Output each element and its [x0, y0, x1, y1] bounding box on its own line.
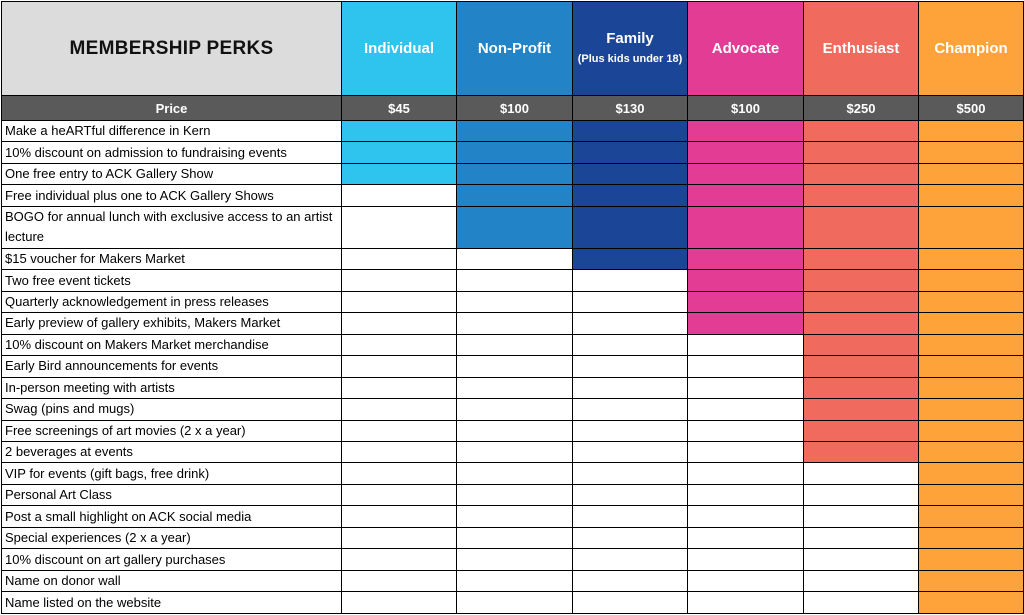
table-row — [2, 356, 1024, 377]
perk-empty-cell — [688, 442, 804, 463]
perk-empty-cell — [342, 206, 457, 248]
perk-included-cell — [919, 270, 1024, 291]
perk-included-cell — [804, 420, 919, 441]
perk-included-cell — [342, 163, 457, 184]
perk-included-cell — [342, 142, 457, 163]
membership-perks-table — [1, 1, 1024, 614]
table-row — [2, 484, 1024, 505]
perk-label: 10% discount on Makers Market merchandise — [2, 334, 342, 355]
perk-label: Early Bird announcements for events — [2, 356, 342, 377]
perk-included-cell — [804, 121, 919, 142]
perk-empty-cell — [688, 592, 804, 614]
perk-empty-cell — [804, 549, 919, 570]
perk-empty-cell — [342, 484, 457, 505]
perk-empty-cell — [342, 506, 457, 527]
perk-included-cell — [688, 163, 804, 184]
table-row — [2, 527, 1024, 548]
perk-included-cell — [919, 185, 1024, 206]
table-row — [2, 506, 1024, 527]
price-enthusiast: $250 — [804, 96, 919, 121]
perk-included-cell — [342, 121, 457, 142]
perk-empty-cell — [457, 248, 573, 269]
perk-rows — [2, 121, 1024, 614]
perk-empty-cell — [688, 484, 804, 505]
perk-included-cell — [804, 248, 919, 269]
perk-included-cell — [804, 291, 919, 312]
tier-name: Family — [606, 30, 654, 47]
perk-included-cell — [919, 206, 1024, 248]
perk-included-cell — [688, 185, 804, 206]
table-row — [2, 248, 1024, 269]
perk-empty-cell — [457, 420, 573, 441]
perk-included-cell — [804, 185, 919, 206]
perk-empty-cell — [688, 399, 804, 420]
perk-included-cell — [688, 248, 804, 269]
perk-label: Swag (pins and mugs) — [2, 399, 342, 420]
perk-included-cell — [804, 442, 919, 463]
perk-included-cell — [919, 592, 1024, 614]
perk-empty-cell — [342, 291, 457, 312]
perk-included-cell — [804, 163, 919, 184]
perk-included-cell — [573, 142, 688, 163]
perk-label: VIP for events (gift bags, free drink) — [2, 463, 342, 484]
perk-included-cell — [919, 121, 1024, 142]
perk-included-cell — [688, 291, 804, 312]
tier-header-non-profit — [457, 2, 573, 96]
perk-included-cell — [919, 527, 1024, 548]
perk-empty-cell — [342, 527, 457, 548]
perk-empty-cell — [573, 570, 688, 591]
perk-included-cell — [804, 356, 919, 377]
perk-included-cell — [804, 270, 919, 291]
perk-label: Special experiences (2 x a year) — [2, 527, 342, 548]
perk-included-cell — [919, 442, 1024, 463]
perk-empty-cell — [573, 442, 688, 463]
perk-empty-cell — [573, 356, 688, 377]
perk-included-cell — [573, 185, 688, 206]
perk-empty-cell — [457, 592, 573, 614]
perk-empty-cell — [573, 506, 688, 527]
table-row — [2, 377, 1024, 398]
table-title: MEMBERSHIP PERKS — [2, 2, 342, 96]
perk-included-cell — [919, 356, 1024, 377]
perk-empty-cell — [688, 377, 804, 398]
perk-empty-cell — [342, 185, 457, 206]
perk-included-cell — [573, 163, 688, 184]
perk-empty-cell — [457, 506, 573, 527]
tier-name: Individual — [363, 39, 434, 57]
table-row — [2, 334, 1024, 355]
perk-label: One free entry to ACK Gallery Show — [2, 163, 342, 184]
perk-empty-cell — [573, 420, 688, 441]
table-row — [2, 570, 1024, 591]
perk-included-cell — [688, 270, 804, 291]
price-family: $130 — [573, 96, 688, 121]
tier-header-advocate — [688, 2, 804, 96]
perk-label: 2 beverages at events — [2, 442, 342, 463]
perk-empty-cell — [573, 463, 688, 484]
perk-empty-cell — [688, 420, 804, 441]
perk-empty-cell — [457, 570, 573, 591]
perk-empty-cell — [342, 463, 457, 484]
table-row — [2, 420, 1024, 441]
perk-included-cell — [573, 206, 688, 248]
perk-empty-cell — [573, 313, 688, 334]
perk-included-cell — [457, 185, 573, 206]
perk-empty-cell — [342, 334, 457, 355]
perk-label: Name on donor wall — [2, 570, 342, 591]
table-row — [2, 549, 1024, 570]
perk-included-cell — [919, 313, 1024, 334]
perk-empty-cell — [457, 549, 573, 570]
perk-included-cell — [919, 377, 1024, 398]
table-row — [2, 121, 1024, 142]
perk-empty-cell — [457, 527, 573, 548]
perk-empty-cell — [573, 334, 688, 355]
perk-empty-cell — [804, 570, 919, 591]
perk-empty-cell — [804, 506, 919, 527]
table-row — [2, 442, 1024, 463]
perk-label: Early preview of gallery exhibits, Makers Market — [2, 313, 342, 334]
perk-empty-cell — [688, 463, 804, 484]
perk-empty-cell — [457, 334, 573, 355]
price-row — [2, 96, 1024, 121]
price-label: Price — [2, 96, 342, 121]
perk-included-cell — [804, 334, 919, 355]
tier-header-champion — [919, 2, 1024, 96]
perk-included-cell — [688, 121, 804, 142]
perk-label: In-person meeting with artists — [2, 377, 342, 398]
perk-empty-cell — [457, 377, 573, 398]
table-row — [2, 185, 1024, 206]
perk-label: Name listed on the website — [2, 592, 342, 614]
perk-empty-cell — [804, 463, 919, 484]
perk-empty-cell — [342, 570, 457, 591]
table-row — [2, 270, 1024, 291]
perk-empty-cell — [342, 248, 457, 269]
tier-name: Advocate — [711, 39, 780, 57]
perk-label: Free screenings of art movies (2 x a year) — [2, 420, 342, 441]
perk-empty-cell — [688, 334, 804, 355]
perk-included-cell — [804, 313, 919, 334]
perk-label: Free individual plus one to ACK Gallery Shows — [2, 185, 342, 206]
perk-empty-cell — [688, 356, 804, 377]
tier-name: Champion — [934, 39, 1008, 57]
table-row — [2, 142, 1024, 163]
perk-empty-cell — [342, 399, 457, 420]
perk-empty-cell — [342, 420, 457, 441]
tier-header-individual — [342, 2, 457, 96]
perk-label: Quarterly acknowledgement in press releases — [2, 291, 342, 312]
perk-empty-cell — [573, 527, 688, 548]
perk-empty-cell — [573, 484, 688, 505]
perk-empty-cell — [573, 592, 688, 614]
perk-empty-cell — [342, 313, 457, 334]
perk-empty-cell — [688, 506, 804, 527]
perk-label: 10% discount on art gallery purchases — [2, 549, 342, 570]
perk-included-cell — [573, 121, 688, 142]
perk-included-cell — [919, 291, 1024, 312]
perk-empty-cell — [342, 377, 457, 398]
perk-empty-cell — [573, 377, 688, 398]
perk-empty-cell — [457, 463, 573, 484]
perk-label: BOGO for annual lunch with exclusive access to an artist lecture — [2, 206, 342, 248]
perk-included-cell — [804, 399, 919, 420]
perk-included-cell — [457, 121, 573, 142]
table-row — [2, 592, 1024, 614]
perk-included-cell — [919, 248, 1024, 269]
table-row — [2, 313, 1024, 334]
perk-included-cell — [804, 377, 919, 398]
perk-label: Make a heARTful difference in Kern — [2, 121, 342, 142]
perk-empty-cell — [573, 399, 688, 420]
tier-header-enthusiast — [804, 2, 919, 96]
header-row — [2, 2, 1024, 96]
price-non-profit: $100 — [457, 96, 573, 121]
perk-included-cell — [919, 420, 1024, 441]
perk-empty-cell — [457, 313, 573, 334]
perk-empty-cell — [573, 549, 688, 570]
perk-included-cell — [919, 484, 1024, 505]
perk-included-cell — [919, 399, 1024, 420]
perk-empty-cell — [342, 592, 457, 614]
perk-empty-cell — [688, 549, 804, 570]
perk-empty-cell — [457, 484, 573, 505]
perk-included-cell — [688, 206, 804, 248]
perk-empty-cell — [688, 527, 804, 548]
perk-empty-cell — [573, 270, 688, 291]
perk-empty-cell — [457, 270, 573, 291]
perk-empty-cell — [688, 570, 804, 591]
perk-included-cell — [919, 506, 1024, 527]
perk-empty-cell — [457, 291, 573, 312]
perk-included-cell — [804, 206, 919, 248]
perk-label: 10% discount on admission to fundraising events — [2, 142, 342, 163]
perk-empty-cell — [804, 484, 919, 505]
perk-included-cell — [457, 163, 573, 184]
perk-included-cell — [919, 549, 1024, 570]
perk-empty-cell — [457, 442, 573, 463]
price-advocate: $100 — [688, 96, 804, 121]
tier-name: Non-Profit — [477, 39, 552, 57]
perk-empty-cell — [804, 527, 919, 548]
perk-included-cell — [804, 142, 919, 163]
perk-empty-cell — [342, 270, 457, 291]
perk-label: Personal Art Class — [2, 484, 342, 505]
perk-included-cell — [573, 248, 688, 269]
perk-included-cell — [919, 142, 1024, 163]
perk-included-cell — [919, 570, 1024, 591]
tier-header-family — [573, 2, 688, 96]
table-row — [2, 291, 1024, 312]
perk-included-cell — [457, 206, 573, 248]
table-row — [2, 399, 1024, 420]
perk-empty-cell — [804, 592, 919, 614]
table-row — [2, 163, 1024, 184]
perk-empty-cell — [342, 442, 457, 463]
perk-label: $15 voucher for Makers Market — [2, 248, 342, 269]
perk-label: Two free event tickets — [2, 270, 342, 291]
perk-empty-cell — [342, 356, 457, 377]
perk-included-cell — [919, 163, 1024, 184]
price-champion: $500 — [919, 96, 1024, 121]
tier-subtitle: (Plus kids under 18) — [577, 53, 683, 65]
perk-empty-cell — [573, 291, 688, 312]
perk-label: Post a small highlight on ACK social media — [2, 506, 342, 527]
table-row — [2, 206, 1024, 248]
perk-empty-cell — [457, 356, 573, 377]
perk-included-cell — [688, 142, 804, 163]
perk-empty-cell — [457, 399, 573, 420]
perk-empty-cell — [342, 549, 457, 570]
perk-included-cell — [688, 313, 804, 334]
tier-name: Enthusiast — [822, 39, 900, 57]
perk-included-cell — [919, 463, 1024, 484]
table-row — [2, 463, 1024, 484]
perk-included-cell — [919, 334, 1024, 355]
price-individual: $45 — [342, 96, 457, 121]
perk-included-cell — [457, 142, 573, 163]
